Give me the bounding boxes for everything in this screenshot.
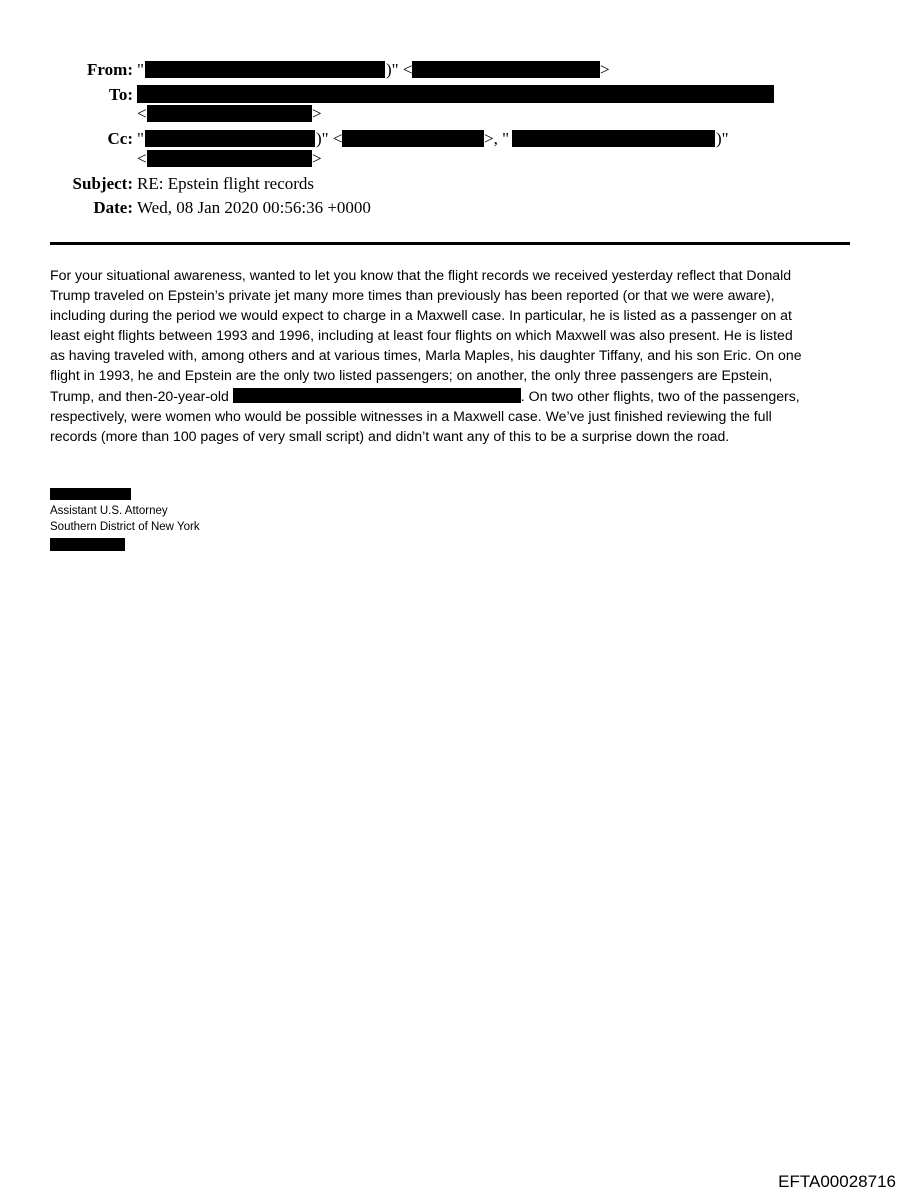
body-line7-post: . On two other flights, two of the passengers, [520,387,800,404]
to-line2-open: < [137,104,147,123]
signature-name-redaction [50,488,131,500]
body-line-with-redaction [50,386,850,406]
header-divider [50,242,850,245]
cc-email1-redaction [342,130,484,147]
cc-email2-redaction [147,150,312,167]
cc-quote-close1: )" < [316,129,343,148]
body-line: For your situational awareness, wanted to let you know that the flight records we received yesterday reflect that Donald [50,267,792,283]
signature-title: Assistant U.S. Attorney [50,505,168,517]
cc-line2-close: > [312,149,322,168]
subject-value: RE: Epstein flight records [137,174,315,193]
signature-office: Southern District of New York [50,521,200,533]
body-line: as having traveled with, among others and at various times, Marla Maples, his daughter Tiffany, and his son Eric. On one [50,347,802,364]
cc-label: Cc: [107,129,133,148]
from-bracket-close: > [600,60,610,79]
from-quote-close: )" < [386,60,413,79]
cc-quote-open: " [137,129,144,148]
from-name-redaction [145,61,385,78]
body-line: least eight flights between 1993 and 1996, including at least four flights on which Maxwell was also present. He is listed [50,327,793,344]
body-line: flight in 1993, he and Epstein are the only two listed passengers; on another, the only three passengers are Epstein, [50,367,773,384]
cc-separator: >, " [484,129,510,148]
cc-quote-close2: )" [716,129,729,148]
signature-phone-redaction [50,538,125,551]
date-label: Date: [93,198,133,217]
body-line7-pre: Trump, and then-20-year-old [50,387,233,404]
body-line: records (more than 100 pages of very small script) and didn’t want any of this to be a surprise down the road. [50,427,730,444]
email-body [50,265,850,446]
to-label: To: [109,85,133,104]
cc-line2-open: < [137,149,147,168]
to-recipients-redaction [137,85,774,103]
passenger-name-redaction [233,388,521,403]
to-line2-close: > [312,104,322,123]
from-email-redaction [412,61,600,78]
cc-name2-redaction [512,130,715,147]
body-line: respectively, were women who would be possible witnesses in a Maxwell case. We’ve just finished reviewing the full [50,407,772,424]
body-line: including during the period we would expect to charge in a Maxwell case. In particular, he is listed as a passenger on at [50,307,792,324]
body-line: Trump traveled on Epstein’s private jet many more times than previously has been reported (or that we were aware), [50,287,775,304]
subject-label: Subject: [72,174,133,193]
from-quote-open: " [137,60,144,79]
to-email-redaction [147,105,312,122]
from-label: From: [87,60,133,79]
date-value: Wed, 08 Jan 2020 00:56:36 +0000 [137,198,371,217]
document-id: EFTA00028716 [778,1172,896,1191]
cc-name1-redaction [145,130,315,147]
